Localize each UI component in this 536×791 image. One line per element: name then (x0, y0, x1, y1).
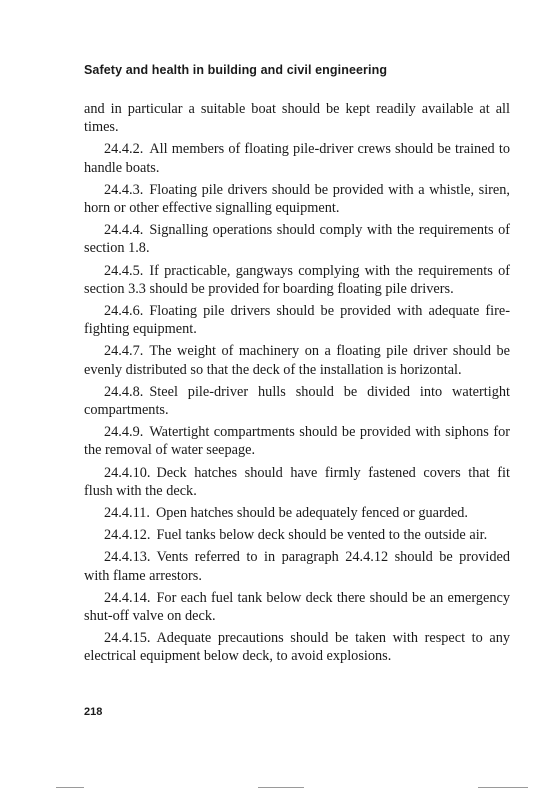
paragraph-24-4-4 (84, 221, 510, 257)
paragraph-text: Open hatches should be adequately fenced or guarded. (155, 505, 468, 522)
paragraph-number: 24.4.4. (104, 222, 144, 239)
scan-mark-bottom-center (258, 787, 304, 788)
paragraph-number: 24.4.3. (104, 181, 144, 198)
paragraph-24-4-12 (84, 526, 510, 544)
paragraph-text: Signalling operations should comply with the requirements of section 1.8. (84, 222, 510, 257)
continuation-paragraph: and in particular a suitable boat should be kept readily available at all times. (84, 101, 510, 136)
paragraph-24-4-13 (84, 548, 510, 584)
paragraph-text: Deck hatches should have firmly fastened covers that fit flush with the deck. (84, 464, 510, 499)
paragraph-24-4-9 (84, 423, 510, 459)
paragraph-text: If practicable, gangways complying with the requirements of section 3.3 should be provided for boarding floating pile drivers. (84, 262, 510, 297)
paragraph-24-4-7 (84, 342, 510, 378)
paragraph-text: Vents referred to in paragraph 24.4.12 should be provided with flame arrestors. (84, 549, 510, 584)
paragraph-number: 24.4.6. (104, 303, 144, 320)
paragraph-number: 24.4.8. (104, 383, 144, 400)
paragraph-text: All members of floating pile-driver crews should be trained to handle boats. (84, 141, 510, 176)
paragraph-text: The weight of machinery on a floating pile driver should be evenly distributed so that the deck of the installation is horizontal. (84, 343, 510, 378)
paragraph-24-4-15 (84, 629, 510, 665)
paragraph-text: Floating pile drivers should be provided with a whistle, siren, horn or other effective signalling equipment. (84, 181, 510, 217)
paragraph-number: 24.4.15. (104, 630, 151, 647)
paragraph-text: For each fuel tank below deck there should be an emergency shut-off valve on deck. (84, 589, 510, 625)
body-text (84, 100, 510, 670)
paragraph-number: 24.4.10. (104, 464, 151, 481)
paragraph-number: 24.4.13. (104, 549, 151, 566)
paragraph-24-4-2 (84, 140, 510, 176)
running-head: Safety and health in building and civil engineering (84, 63, 388, 77)
paragraph-number: 24.4.9. (104, 424, 144, 441)
paragraph-24-4-5 (84, 262, 510, 298)
paragraph-number: 24.4.12. (104, 527, 151, 544)
paragraph-24-4-8 (84, 383, 510, 419)
paragraph-text: Steel pile-driver hulls should be divided into watertight compartments. (84, 383, 510, 419)
paragraph-number: 24.4.5. (104, 262, 144, 279)
paragraph-24-4-14 (84, 589, 510, 625)
paragraph-24-4-10 (84, 464, 510, 500)
page-number: 218 (84, 706, 103, 718)
paragraph-24-4-11 (84, 504, 510, 522)
paragraph-24-4-3 (84, 181, 510, 217)
paragraph-number: 24.4.11. (104, 505, 150, 522)
paragraph-number: 24.4.14. (104, 589, 151, 606)
paragraph-text: Fuel tanks below deck should be vented to the outside air. (156, 527, 488, 544)
paragraph-text: Adequate precautions should be taken with respect to any electrical equipment below deck, to avoid explosions. (84, 630, 510, 665)
scan-mark-bottom-right (478, 787, 528, 788)
paragraph-number: 24.4.7. (104, 343, 144, 360)
paragraph-text: Watertight compartments should be provided with siphons for the removal of water seepage. (84, 424, 510, 459)
scan-mark-bottom-left (56, 787, 84, 788)
paragraph-text: Floating pile drivers should be provided with adequate fire-fighting equipment. (84, 303, 510, 338)
paragraph-number: 24.4.2. (104, 141, 144, 158)
paragraph-24-4-6 (84, 302, 510, 338)
